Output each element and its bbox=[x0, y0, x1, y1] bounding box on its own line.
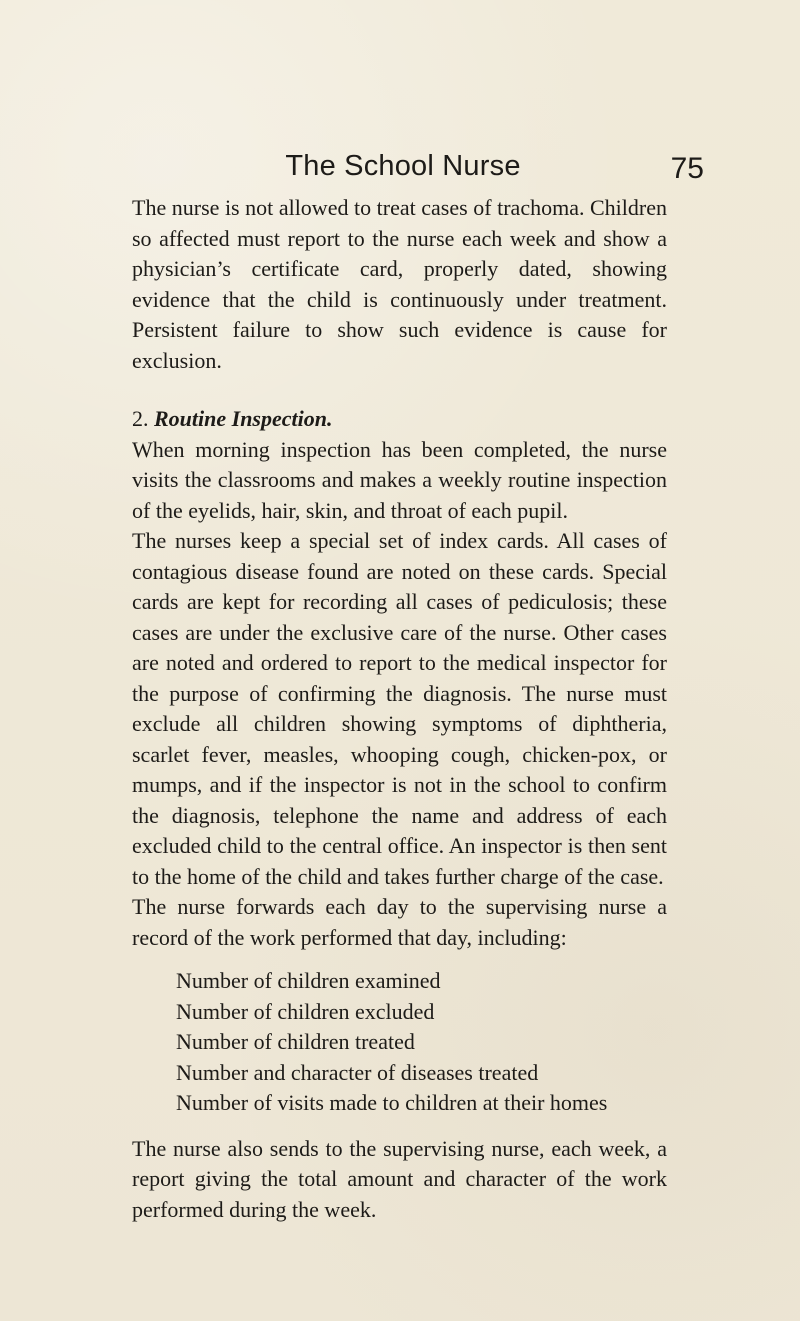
daily-record-list bbox=[176, 966, 667, 1119]
list-item: Number and character of diseases treated bbox=[176, 1059, 539, 1085]
list-item: Number of children examined bbox=[176, 968, 441, 993]
section-number: 2. bbox=[132, 406, 149, 431]
page-content bbox=[132, 193, 667, 1225]
page-number: 75 bbox=[670, 152, 704, 185]
list-item: Number of children excluded bbox=[176, 998, 435, 1024]
paragraph-index-cards: The nurses keep a special set of index cards. All cases of contagious disease found are noted on these cards. Special cards are kept for recording all cases of pediculosis; these cases are under the exclusive care of the nurse. Other cases are noted and ordered to report to the medical inspector for the purpose of confirming the diagnosis. The nurse must exclude all children showing symptoms of diphtheria, scarlet fever, measles, whooping cough, chicken-pox, or mumps, and if the inspector is not in the school to confirm the diagnosis, telephone the name and address of each excluded child to the central office. An inspector is then sent to the home of the child and takes further charge of the case. bbox=[132, 528, 667, 889]
running-title: The School Nurse bbox=[285, 150, 521, 182]
section-heading bbox=[132, 404, 667, 435]
paragraph-weekly-report: The nurse also sends to the supervising nurse, each week, a report giving the total amount and character of the work performed during the week. bbox=[132, 1135, 667, 1222]
paragraph-daily-record: The nurse forwards each day to the supervising nurse a record of the work performed that day, including: bbox=[132, 894, 667, 950]
paragraph-routine-inspection: When morning inspection has been completed, the nurse visits the classrooms and makes a weekly routine inspection of the eyelids, hair, skin, and throat of each pupil. bbox=[132, 436, 667, 523]
list-item: Number of children treated bbox=[176, 1029, 415, 1054]
page-header bbox=[118, 150, 704, 190]
section-title: Routine Inspection. bbox=[154, 406, 333, 431]
list-item: Number of visits made to children at their homes bbox=[176, 1090, 608, 1115]
paragraph-trachoma: The nurse is not allowed to treat cases of trachoma. Children so affected must report to the nurse each week and show a physician’s certificate card, properly dated, showing evidence that the child is continuously under treatment. Persistent failure to show such evidence is cause for exclusion. bbox=[132, 195, 667, 373]
